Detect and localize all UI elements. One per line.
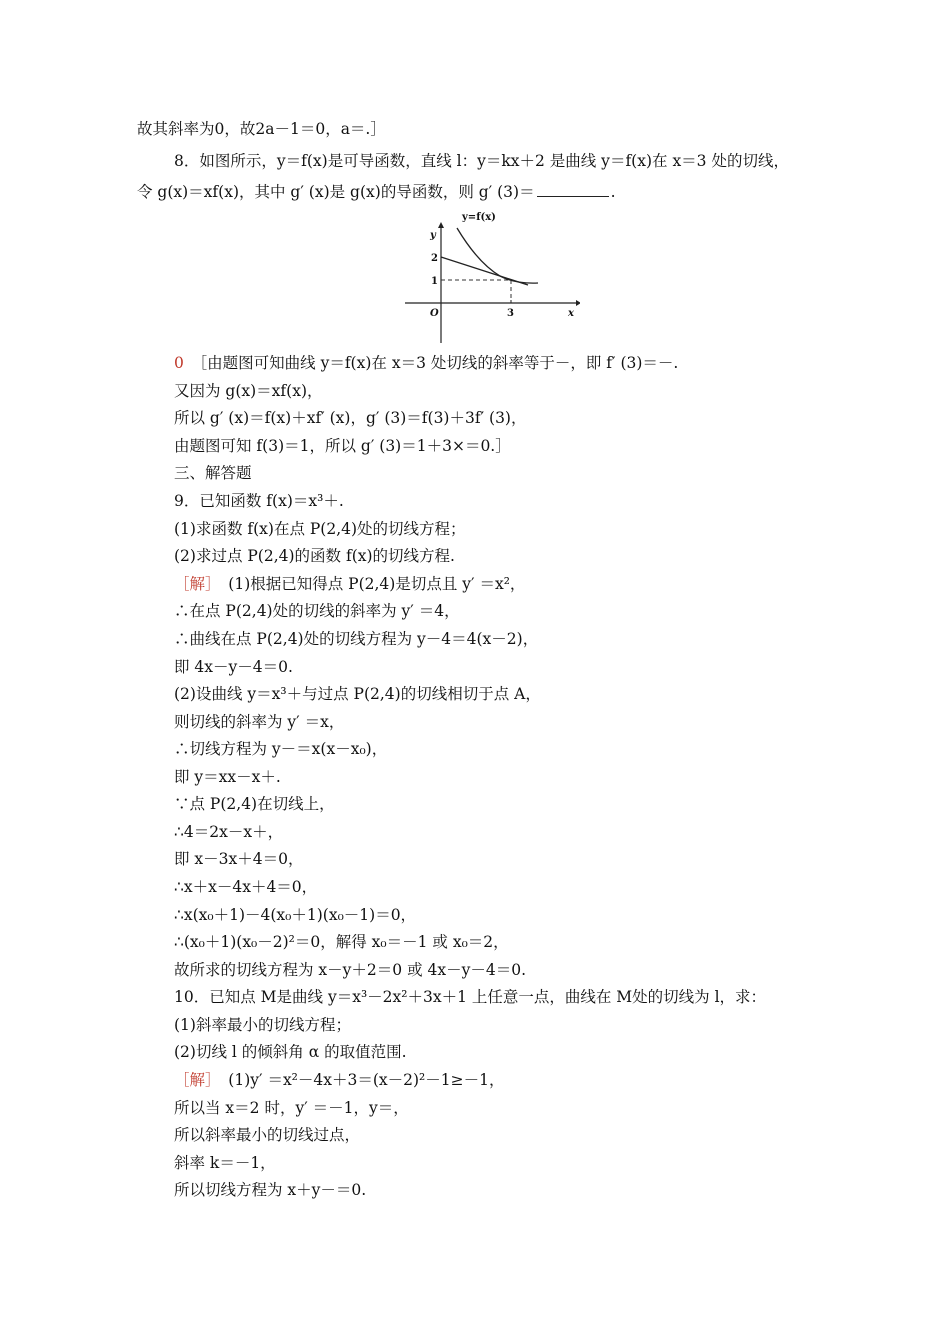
text-content: 故所求的切线方程为 x－y＋2＝0 或 4x－y－4＝0. — [174, 961, 527, 979]
text-line — [174, 959, 526, 981]
curve-label: y=f(x) — [462, 212, 496, 223]
text-line — [174, 738, 387, 760]
text-content: (2)切线 l 的倾斜角 α 的取值范围. — [174, 1043, 407, 1061]
text-line — [174, 628, 538, 650]
text-line — [174, 711, 344, 733]
text-content: (2)求过点 P(2,4)的函数 f(x)的切线方程. — [174, 547, 455, 565]
text-line — [174, 1124, 360, 1146]
text-content: ［由题图可知曲线 y＝f(x)在 x＝3 处切线的斜率等于－，即 f′ (3)＝－. — [199, 354, 679, 372]
text-content: 所以切线方程为 x＋y－＝0. — [174, 1181, 367, 1199]
text-content: ∴x＋x－4x＋4＝0， — [174, 878, 318, 896]
text-line — [174, 683, 541, 705]
text-line — [174, 600, 460, 622]
figure-svg — [400, 208, 580, 346]
x-axis-label: x — [568, 308, 574, 319]
text-content: 又因为 g(x)＝xf(x)， — [174, 382, 323, 400]
text-content: ∴曲线在点 P(2,4)处的切线方程为 y－4＝4(x－2)， — [174, 630, 539, 648]
text-content: ∴x(x₀＋1)－4(x₀＋1)(x₀－1)＝0， — [174, 906, 417, 924]
text-line — [174, 1041, 407, 1063]
text-line — [174, 821, 283, 843]
text-content: 即 x－3x＋4＝0， — [174, 850, 304, 868]
x-axis-arrow — [576, 300, 580, 306]
text-content: (1)y′ ＝x²－4x＋3＝(x－2)²－1≥－1， — [228, 1071, 505, 1089]
text-line — [174, 793, 335, 815]
text-content: ∵点 P(2,4)在切线上， — [174, 795, 335, 813]
x-tick-label-3: 3 — [507, 308, 514, 319]
solution-line — [174, 573, 525, 595]
problem-8-question — [137, 181, 616, 203]
text-content: ∴在点 P(2,4)处的切线的斜率为 y′ ＝4， — [174, 602, 460, 620]
text-line — [174, 518, 466, 540]
text-line — [174, 545, 455, 567]
text-line — [174, 1179, 366, 1201]
y-axis-label: y — [430, 230, 436, 241]
text-content: ∴(x₀＋1)(x₀－2)²＝0，解得 x₀＝－1 或 x₀＝2， — [174, 933, 509, 951]
y-tick-label-1: 1 — [431, 276, 438, 287]
text-content: 则切线的斜率为 y′ ＝x， — [174, 713, 345, 731]
text-content: 所以斜率最小的切线过点， — [174, 1126, 361, 1144]
text-content: 8．如图所示，y＝f(x)是可导函数，直线 l：y＝kx＋2 是曲线 y＝f(x)在 x＝3 处的切线， — [174, 152, 789, 170]
text-content: ∴4＝2x－x＋， — [174, 823, 284, 841]
text-line — [174, 876, 317, 898]
text-content: ∴切线方程为 y－＝x(x－x₀)， — [174, 740, 388, 758]
answer-value: 0 — [174, 354, 184, 372]
text-content: 三、解答题 — [174, 464, 252, 482]
text-line — [174, 931, 509, 953]
text-content: 9．已知函数 f(x)＝x³＋. — [174, 492, 344, 510]
text-content: 所以当 x＝2 时，y′ ＝－1，y＝， — [174, 1099, 409, 1117]
text-line — [174, 380, 323, 402]
text-line — [174, 848, 304, 870]
text-line — [174, 1097, 409, 1119]
y-axis-arrow — [438, 222, 444, 228]
y-tick-label-2: 2 — [431, 253, 438, 264]
origin-label: O — [430, 308, 439, 319]
text-content: 故其斜率为0，故2a－1＝0，a＝.］ — [137, 120, 386, 138]
solution-label: ［解］ — [174, 1071, 213, 1089]
text-content: 即 4x－y－4＝0. — [174, 658, 293, 676]
answer-blank — [537, 182, 609, 197]
text-content: (1)求函数 f(x)在点 P(2,4)处的切线方程； — [174, 520, 466, 538]
text-line — [174, 1152, 276, 1174]
problem-8-statement — [174, 150, 789, 172]
problem-8-answer — [174, 352, 678, 374]
problem-9-statement — [174, 490, 344, 512]
text-content: . — [610, 183, 616, 201]
text-content: 即 y＝xx－x＋. — [174, 768, 281, 786]
text-line — [174, 656, 293, 678]
text-content: 所以 g′ (x)＝f(x)＋xf′ (x)，g′ (3)＝f(3)＋3f′ (3)， — [174, 409, 527, 427]
text-line — [137, 118, 386, 140]
problem-10-statement — [174, 986, 766, 1008]
text-content: 10．已知点 M是曲线 y＝x³－2x²＋3x＋1 上任意一点，曲线在 M处的切线为 l，求： — [174, 988, 767, 1006]
text-line — [174, 904, 416, 926]
solution-label: ［解］ — [174, 575, 213, 593]
text-content: (2)设曲线 y＝x³＋与过点 P(2,4)的切线相切于点 A， — [174, 685, 541, 703]
text-line — [174, 1014, 351, 1036]
solution-line — [174, 1069, 504, 1091]
text-line — [174, 435, 511, 457]
tangent-line — [441, 257, 528, 285]
text-content: 由题图可知 f(3)＝1，所以 g′ (3)＝1＋3×＝0.］ — [174, 437, 511, 455]
text-content: 斜率 k＝－1， — [174, 1154, 276, 1172]
text-content: 令 g(x)＝xf(x)，其中 g′ (x)是 g(x)的导函数，则 g′ (3)＝ — [137, 183, 535, 201]
tangent-line-figure — [400, 208, 580, 346]
section-heading — [174, 462, 252, 484]
text-line — [174, 766, 281, 788]
text-content: (1)斜率最小的切线方程； — [174, 1016, 351, 1034]
text-line — [174, 407, 526, 429]
text-content: (1)根据已知得点 P(2,4)是切点且 y′ ＝x²， — [228, 575, 526, 593]
